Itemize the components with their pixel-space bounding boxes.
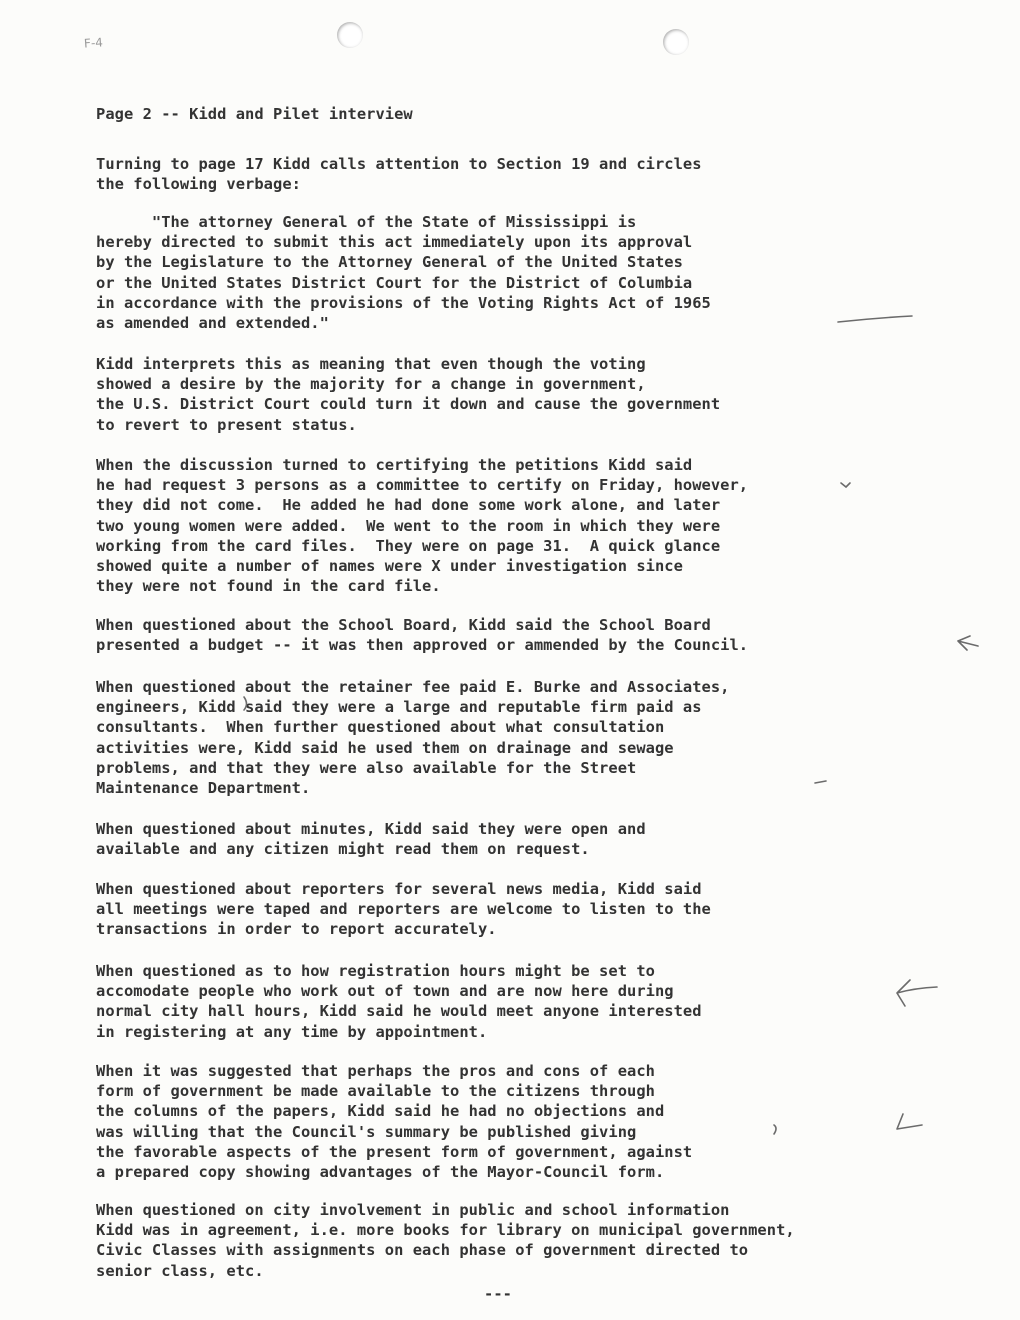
corner-handwritten-mark: F-4 <box>83 35 104 51</box>
paragraph-section-19: Turning to page 17 Kidd calls attention to Section 19 and circles the following verbage: <box>96 155 702 194</box>
paragraph-registration: When questioned as to how registration hours might be set to accomodate people who work out of town and are now here during normal city hall hours, Kidd said he would meet anyone interested in registering at any time by appointment. <box>96 962 702 1041</box>
paragraph-petitions: When the discussion turned to certifying the petitions Kidd said he had request 3 persons as a committee to certify on Friday, however, they did not come. He added he had done some work alone, and later two young women were added. We went to the room in which they were working from the card files. They were on page 31. A quick glance showed quite a number of names were X under investigation since they were not found in the card file. <box>96 456 749 596</box>
paragraph-city-involvement: When questioned on city involvement in public and school information Kidd was in agreement, i.e. more books for library on municipal government, Civic Classes with assignments on each phase of government directed to senior class, etc. <box>96 1201 795 1280</box>
page-header: Page 2 -- Kidd and Pilet interview <box>96 105 413 123</box>
punch-hole-left <box>337 22 363 48</box>
footer-mark: --- <box>484 1285 512 1303</box>
paragraph-quoted-act: "The attorney General of the State of Mississippi is hereby directed to submit this act immediately upon its approval by the Legislature to the Attorney General of the United States or the United States District Court for the District of Columbia in accordance with the provisions of the Voting Rights Act of 1965 as amended and extended." <box>96 213 711 333</box>
paragraph-reporters: When questioned about reporters for several news media, Kidd said all meetings were taped and reporters are welcome to listen to the transactions in order to report accurately. <box>96 880 711 939</box>
paragraph-minutes: When questioned about minutes, Kidd said they were open and available and any citizen might read them on request. <box>96 820 646 859</box>
paragraph-school-board: When questioned about the School Board, Kidd said the School Board presented a budget -- it was then approved or ammended by the Council. <box>96 616 749 655</box>
paragraph-interpretation: Kidd interprets this as meaning that even though the voting showed a desire by the majority for a change in government, the U.S. District Court could turn it down and cause the government to revert to present status. <box>96 355 721 434</box>
paragraph-pros-and-cons: When it was suggested that perhaps the pros and cons of each form of government be made available to the citizens through the columns of the papers, Kidd said he had no objections and was willing that the Council's summary be published giving the favorable aspects of the present form of government, against a prepared copy showing advantages of the Mayor-Council form. <box>96 1062 693 1182</box>
paragraph-retainer-fee: When questioned about the retainer fee paid E. Burke and Associates, engineers, Kidd said they were a large and reputable firm paid as consultants. When further questioned about what consultation activities were, Kidd said he used them on drainage and sewage problems, and that they were also available for the Street Maintenance Department. <box>96 678 730 798</box>
punch-hole-right <box>663 29 689 55</box>
